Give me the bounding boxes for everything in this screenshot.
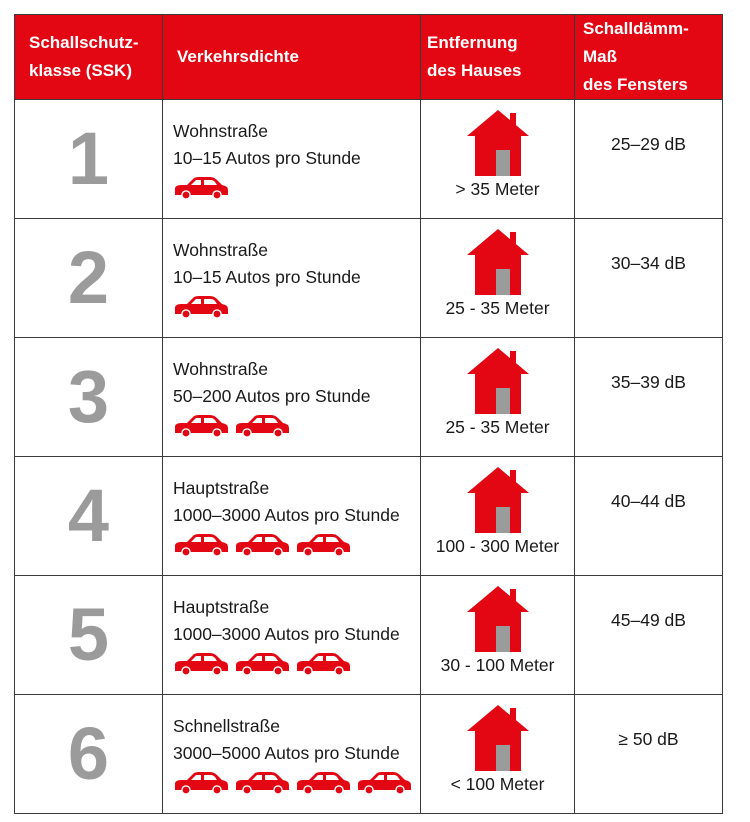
db-value: 40–44 dB [611, 491, 686, 511]
road-type: Hauptstraße [173, 478, 270, 498]
db-value: ≥ 50 dB [618, 729, 679, 749]
header-distance-line1: Entfernung [427, 33, 518, 52]
car-icons [173, 533, 420, 557]
db-cell [575, 100, 723, 219]
ssk-table [14, 14, 723, 814]
car-icon [173, 533, 230, 557]
road-type: Wohnstraße [173, 121, 268, 141]
house-icon [466, 347, 530, 415]
ssk-cell [15, 695, 163, 814]
traffic-cell [163, 695, 421, 814]
header-distance [421, 15, 575, 100]
ssk-number: 2 [67, 236, 110, 319]
ssk-cell [15, 457, 163, 576]
traffic-cell [163, 576, 421, 695]
road-type: Wohnstraße [173, 240, 268, 260]
traffic-cell [163, 219, 421, 338]
distance-cell [421, 338, 575, 457]
table-row [15, 457, 723, 576]
db-cell [575, 695, 723, 814]
header-ssk-line1: Schallschutz- [29, 33, 139, 52]
table-row [15, 219, 723, 338]
traffic-cell [163, 100, 421, 219]
house-icon [466, 109, 530, 177]
ssk-cell [15, 576, 163, 695]
header-db [575, 15, 723, 100]
header-row [15, 15, 723, 100]
db-cell [575, 338, 723, 457]
db-cell [575, 219, 723, 338]
db-value: 45–49 dB [611, 610, 686, 630]
db-value: 35–39 dB [611, 372, 686, 392]
car-icon [295, 652, 352, 676]
car-icon [173, 176, 230, 200]
header-distance-line2: des Hauses [427, 61, 522, 80]
house-icon [466, 228, 530, 296]
car-icons [173, 414, 420, 438]
ssk-number: 1 [67, 117, 110, 200]
traffic-cell [163, 338, 421, 457]
table-row [15, 338, 723, 457]
car-icon [356, 771, 413, 795]
table-row [15, 695, 723, 814]
header-traffic [163, 15, 421, 100]
road-type: Schnellstraße [173, 716, 280, 736]
car-icon [234, 771, 291, 795]
table-row [15, 576, 723, 695]
header-traffic-label: Verkehrsdichte [177, 47, 299, 66]
db-value: 25–29 dB [611, 134, 686, 154]
car-icon [295, 771, 352, 795]
distance-cell [421, 457, 575, 576]
distance-cell [421, 219, 575, 338]
traffic-volume: 50–200 Autos pro Stunde [173, 386, 371, 406]
db-cell [575, 576, 723, 695]
house-icon [466, 585, 530, 653]
ssk-number: 4 [67, 474, 110, 557]
ssk-number: 6 [67, 712, 110, 795]
car-icon [173, 295, 230, 319]
ssk-cell [15, 219, 163, 338]
ssk-number: 5 [67, 593, 110, 676]
car-icons [173, 771, 420, 795]
car-icon [234, 533, 291, 557]
distance-value: 30 - 100 Meter [440, 655, 555, 675]
ssk-number: 3 [67, 355, 110, 438]
distance-cell [421, 576, 575, 695]
header-db-line2: des Fensters [583, 75, 688, 94]
distance-value: < 100 Meter [450, 774, 545, 794]
car-icon [173, 652, 230, 676]
db-cell [575, 457, 723, 576]
car-icon [173, 414, 230, 438]
distance-value: 25 - 35 Meter [445, 298, 550, 318]
traffic-volume: 10–15 Autos pro Stunde [173, 267, 361, 287]
distance-value: > 35 Meter [455, 179, 540, 199]
road-type: Hauptstraße [173, 597, 270, 617]
traffic-volume: 1000–3000 Autos pro Stunde [173, 624, 400, 644]
car-icons [173, 295, 420, 319]
house-icon [466, 466, 530, 534]
traffic-cell [163, 457, 421, 576]
ssk-cell [15, 338, 163, 457]
traffic-volume: 10–15 Autos pro Stunde [173, 148, 361, 168]
distance-value: 100 - 300 Meter [435, 536, 560, 556]
distance-value: 25 - 35 Meter [445, 417, 550, 437]
traffic-volume: 1000–3000 Autos pro Stunde [173, 505, 400, 525]
car-icons [173, 176, 420, 200]
header-ssk-line2: klasse (SSK) [29, 61, 132, 80]
car-icon [173, 771, 230, 795]
car-icon [234, 652, 291, 676]
house-icon [466, 704, 530, 772]
table-row [15, 100, 723, 219]
ssk-cell [15, 100, 163, 219]
distance-cell [421, 695, 575, 814]
road-type: Wohnstraße [173, 359, 268, 379]
car-icon [234, 414, 291, 438]
distance-cell [421, 100, 575, 219]
db-value: 30–34 dB [611, 253, 686, 273]
header-db-line1: Schalldämm-Maß [583, 19, 689, 66]
car-icons [173, 652, 420, 676]
car-icon [295, 533, 352, 557]
header-ssk [15, 15, 163, 100]
traffic-volume: 3000–5000 Autos pro Stunde [173, 743, 400, 763]
